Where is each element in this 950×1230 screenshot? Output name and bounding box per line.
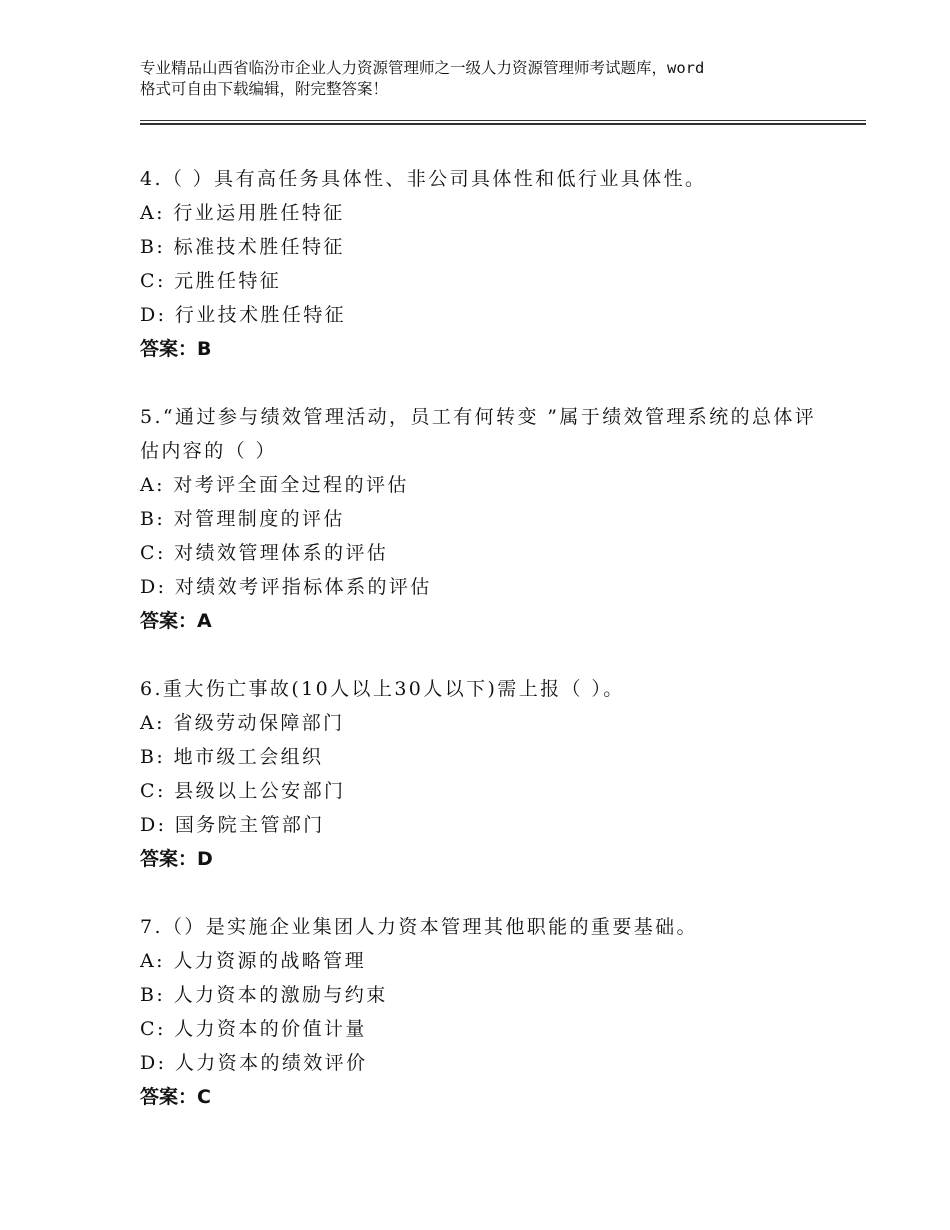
header-divider-top [140,120,866,121]
question-list [140,162,820,1148]
option-a: A: 人力资源的战略管理 [140,950,366,972]
question-7 [140,910,820,1114]
header-divider-bottom [140,123,866,125]
option-d: D: 国务院主管部门 [140,814,325,836]
header-line-2: 格式可自由下载编辑，附完整答案！ [140,80,389,98]
option-b: B: 地市级工会组织 [140,746,324,768]
option-b: B: 人力资本的激励与约束 [140,984,388,1006]
option-b: B: 标准技术胜任特征 [140,236,345,258]
answer: 答案：D [140,848,213,870]
answer: 答案：C [140,1086,211,1108]
option-b: B: 对管理制度的评估 [140,508,345,530]
option-a: A: 行业运用胜任特征 [140,202,345,224]
answer: 答案：B [140,338,212,360]
question-stem: 6.重大伤亡事故(10人以上30人以下)需上报（ ）。 [140,678,625,700]
option-a: A: 对考评全面全过程的评估 [140,474,409,496]
option-d: D: 人力资本的绩效评价 [140,1052,368,1074]
question-6 [140,672,820,876]
option-c: C: 对绩效管理体系的评估 [140,542,389,564]
option-d: D: 行业技术胜任特征 [140,304,347,326]
answer: 答案：A [140,610,212,632]
question-stem: 7.（）是实施企业集团人力资本管理其他职能的重要基础。 [140,916,698,938]
question-4 [140,162,820,366]
question-stem: 5.“通过参与绩效管理活动，员工有何转变 ”属于绩效管理系统的总体评估内容的（ ） [140,406,817,462]
option-a: A: 省级劳动保障部门 [140,712,345,734]
question-5 [140,400,820,638]
question-stem: 4.（ ）具有高任务具体性、非公司具体性和低行业具体性。 [140,168,707,190]
document-header [140,58,840,100]
option-c: C: 人力资本的价值计量 [140,1018,367,1040]
header-line-1: 专业精品山西省临汾市企业人力资源管理师之一级人力资源管理师考试题库，word [140,59,705,77]
option-c: C: 县级以上公安部门 [140,780,346,802]
option-c: C: 元胜任特征 [140,270,282,292]
option-d: D: 对绩效考评指标体系的评估 [140,576,432,598]
